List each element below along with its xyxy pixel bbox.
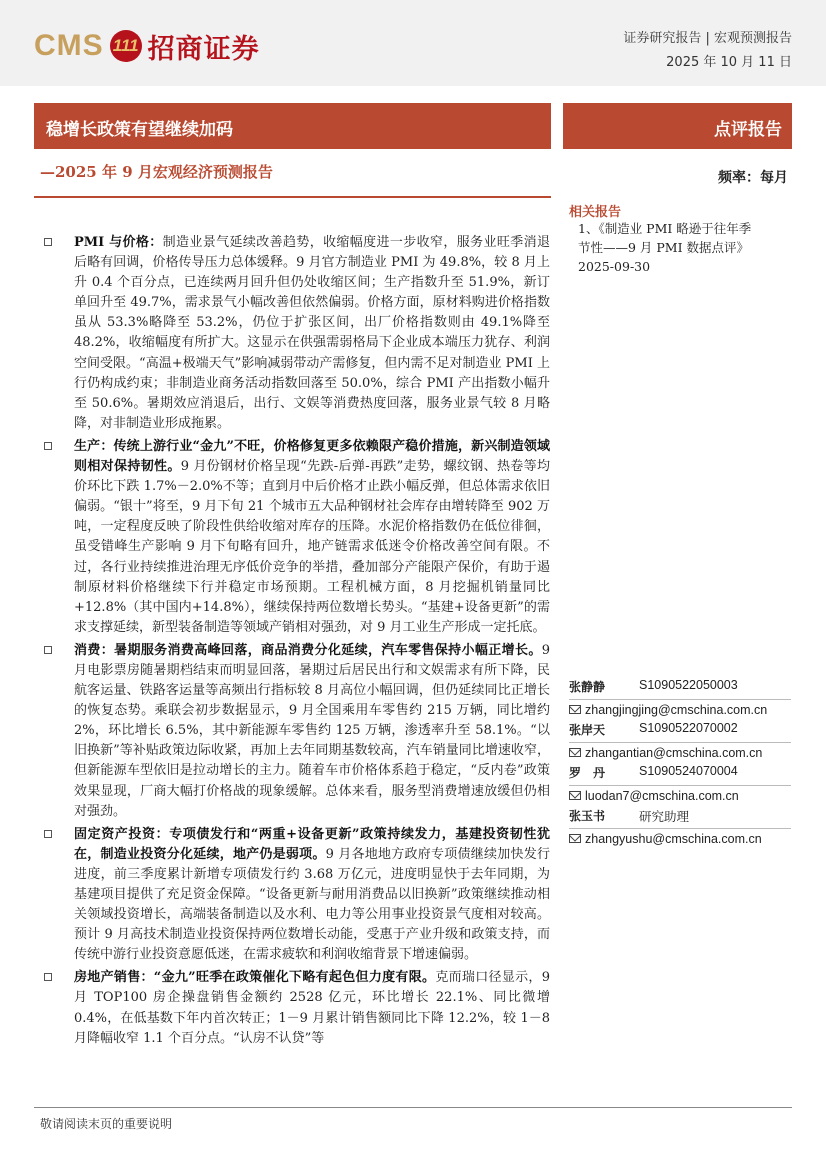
- mail-icon: [569, 748, 581, 757]
- report-tag-bar: [563, 103, 792, 149]
- related-report-item[interactable]: [578, 219, 790, 276]
- analyst-name: 张静静: [569, 680, 606, 694]
- analyst-card: [569, 678, 791, 721]
- logo-badge-text: 111: [112, 36, 139, 55]
- analyst-email[interactable]: zhangjingjing@cmschina.com.cn: [585, 703, 768, 717]
- analyst-role: 研究助理: [639, 810, 690, 824]
- bullet-real-estate: [44, 968, 550, 1048]
- analyst-email-row[interactable]: [569, 742, 791, 760]
- analyst-email[interactable]: luodan7@cmschina.com.cn: [585, 789, 739, 803]
- bullet-heading: 房地产销售：“金九”旺季在政策催化下略有起色但力度有限。: [74, 970, 436, 986]
- square-bullet-icon: [44, 646, 52, 654]
- bullet-text: 9 月电影票房随暑期档结束而明显回落，暑期过后居民出行和文娱需求有所下降，民航客运量、铁路客运量等高频出行指标较 8 月高位小幅回调，但仍延续同比正增长的恢复态势。乘联会初步数据显示，9 月全国乘用车零售约 215 万辆，同比增约 2%，环比增长 6.5%，其中新能源车零售约 125 万辆，渗透率升至 58.1%。“以旧换新”等补贴政策边际收紧，再加上去年同期基数较高，汽车销量同比增速收窄，但新能源车型依旧是拉动增长的主力。随着车市价格体系趋于稳定，“反内卷”政策效果显现，厂商大幅打价格战的现象缓解。总体来看，服务型消费增速放缓但仍相对强劲。: [74, 642, 550, 819]
- related-report-date: 2025-09-30: [578, 259, 651, 274]
- analyst-id: S1090522070002: [639, 721, 738, 735]
- square-bullet-icon: [44, 238, 52, 246]
- analyst-id: S1090522050003: [639, 678, 738, 692]
- related-report-line: 1、《制造业 PMI 略逊于往年季: [578, 221, 752, 236]
- report-tag: 点评报告: [714, 120, 782, 140]
- bullet-heading: 生产：传统上游行业“金九”不旺，价格修复更多依赖限产稳价措施，新兴制造领域则相对保持韧性。: [74, 438, 550, 475]
- bullet-text: 9 月份钢材价格呈现“先跌-后弹-再跌”走势，螺纹钢、热卷等均价环比下跌 1.7%－2.0%不等；直到月中后价格才止跌小幅反弹，但总体需求依旧偏弱。“银十”将至，9 月下旬 21 个城市五大品种钢材社会库存由增转降至 902 万吨，一定程度反映了阶段性供给收缩对库存的压降。水泥价格指数仍在低位徘徊，虽受错峰生产影响 9 月下旬略有回升，地产链需求低迷令价格改善空间有限。不过，各行业持续推进治理无序低价竞争的举措，叠加部分产能限产保价，有助于遏制原材料价格继续下行并稳定市场预期。工程机械方面，8 月挖掘机销量同比 +12.8%（其中国内+14.8%），继续保持两位数增长势头。“基建+设备更新”的需求支撑延续，新型装备制造等领域产销相对强劲，对 9 月工业生产形成一定托底。: [74, 459, 550, 635]
- page-subtitle: —2025 年 9 月宏观经济预测报告: [40, 163, 273, 181]
- analyst-email-row[interactable]: [569, 828, 791, 846]
- title-divider: [34, 196, 551, 198]
- bullet-text: 制造业景气延续改善趋势，收缩幅度进一步收窄，服务业旺季消退后略有回调，价格传导压力总体缓释。9 月官方制造业 PMI 为 49.8%，较 8 月上升 0.4 个百分点，已连续两月回升但仍处收缩区间；生产指数升至 51.9%，新订单回升至 49.7%，需求景气小幅改善但依然偏弱。价格方面，原材料购进价格指数虽从 53.3%略降至 53.2%，仍位于扩张区间，出厂价格指数则由 49.1%降至 48.2%，收缩幅度有所扩大。这显示在供强需弱格局下企业成本端压力犹存、利润空间受限。“高温+极端天气”影响减弱带动产需修复，但内需不足对制造业 PMI 上行仍构成约束；非制造业商务活动指数回落至 50.0%，综合 PMI 产出指数小幅升至 50.6%。暑期效应消退后，出行、文娱等消费热度回落，服务业景气较 8 月略降，对非制造业形成拖累。: [74, 235, 550, 431]
- square-bullet-icon: [44, 973, 52, 981]
- analyst-card: [569, 764, 791, 807]
- bullet-investment: [44, 825, 550, 966]
- mail-icon: [569, 791, 581, 800]
- analyst-email-row[interactable]: [569, 785, 791, 803]
- mail-icon: [569, 834, 581, 843]
- title-bar: [34, 103, 551, 149]
- analyst-email[interactable]: zhangantian@cmschina.com.cn: [585, 746, 763, 760]
- report-type: 证券研究报告 | 宏观预测报告: [623, 31, 792, 46]
- bullet-text: 克而瑞口径显示，9 月 TOP100 房企操盘销售金额约 2528 亿元，环比增长 22.1%、同比微增 0.4%，在低基数下年内首次转正；1－9 月累计销售额同比下降 12.2%，较 1－8 月降幅收窄 1.1 个百分点。“认房不认贷”等: [74, 970, 550, 1046]
- bullet-heading: PMI 与价格：: [74, 235, 163, 250]
- analyst-card: [569, 721, 791, 764]
- analyst-name: 张岸天: [569, 723, 606, 737]
- company-logo: [34, 26, 260, 66]
- bullet-consumption: [44, 641, 550, 822]
- analyst-email-row[interactable]: [569, 699, 791, 717]
- logo-badge-icon: [110, 30, 142, 62]
- page-title: 稳增长政策有望继续加码: [46, 120, 233, 140]
- bullet-heading: 消费：暑期服务消费高峰回落，商品消费分化延续，汽车零售保持小幅正增长。: [74, 642, 542, 658]
- analyst-id: S1090524070004: [639, 764, 738, 778]
- square-bullet-icon: [44, 830, 52, 838]
- mail-icon: [569, 705, 581, 714]
- logo-cn-text: 招商证券: [147, 33, 260, 65]
- analyst-list: [569, 678, 791, 850]
- bullet-heading: 固定资产投资：专项债发行和“两重+设备更新”政策持续发力，基建投资韧性犹在，制造业投资分化延续，地产仍是弱项。: [74, 826, 550, 862]
- bullet-pmi: [44, 233, 550, 434]
- footer-disclaimer: 敬请阅读末页的重要说明: [40, 1117, 173, 1131]
- analyst-card: [569, 807, 791, 850]
- bullet-production: [44, 437, 550, 638]
- analyst-name: 罗 丹: [569, 766, 606, 780]
- square-bullet-icon: [44, 442, 52, 450]
- report-date: 2025 年 10 月 11 日: [666, 55, 792, 70]
- related-report-line: 节性——9 月 PMI 数据点评》: [578, 240, 750, 255]
- related-reports-title: 相关报告: [569, 205, 622, 220]
- bullet-text: 9 月各地地方政府专项债继续加快发行进度，前三季度累计新增专项债发行约 3.68 万亿元，进度明显快于去年同期，为基建项目提供了充足资金保障。“设备更新与耐用消费品以旧换新”政策继续推动相关领域投资增长，高端装备制造以及水利、电力等公用事业投资景气度相对较高。预计 9 月高技术制造业投资保持两位数增长动能，受惠于产业升级和政策支持，而传统中游行业投资意愿低迷，在需求疲软和利润收缩背景下增速偏弱。: [74, 846, 550, 963]
- analyst-name: 张玉书: [569, 809, 606, 823]
- frequency-label: 频率：每月: [718, 170, 788, 186]
- analyst-email[interactable]: zhangyushu@cmschina.com.cn: [585, 832, 762, 846]
- summary-bullets: [44, 233, 550, 1052]
- page-header: [0, 0, 826, 86]
- footer-divider: [34, 1107, 792, 1108]
- logo-cms-text: CMS: [34, 29, 104, 62]
